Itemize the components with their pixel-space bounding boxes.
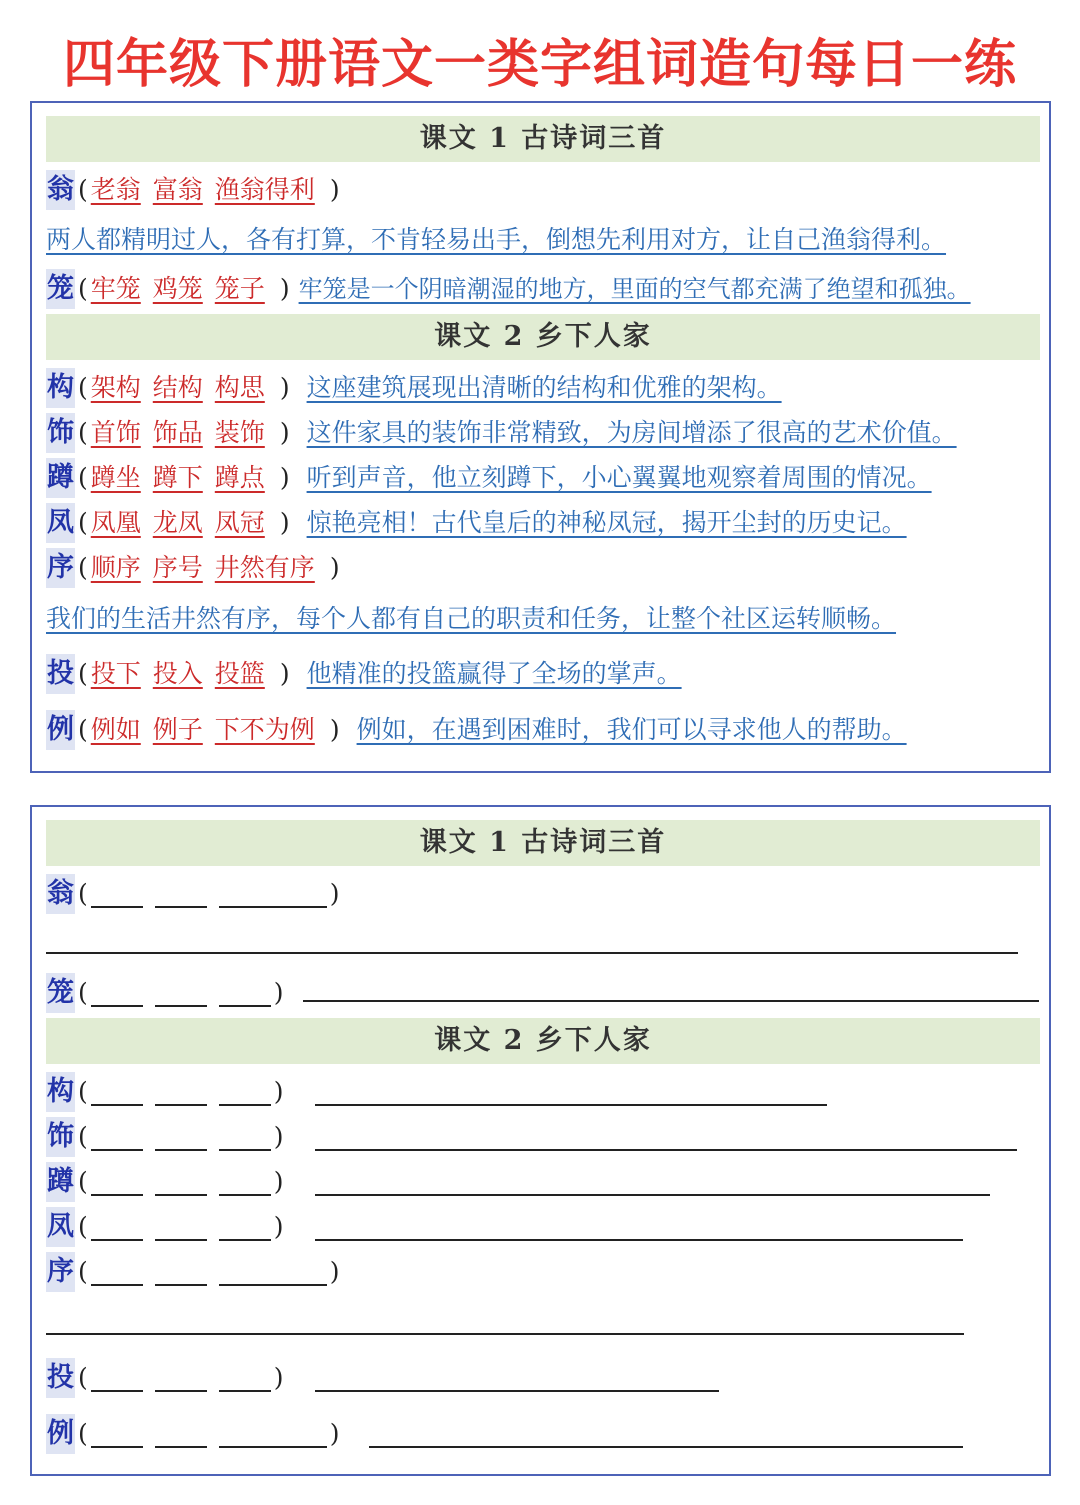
word: 渔翁得利 [214, 175, 315, 204]
blank-entry-feng [46, 1207, 287, 1247]
blank-entry-xu [46, 1252, 343, 1292]
paren-close: ) [279, 274, 290, 303]
word: 蹲点 [214, 463, 265, 492]
target-char: 蹲 [46, 458, 75, 498]
word-blank[interactable] [219, 1262, 327, 1286]
target-char: 凤 [46, 1207, 75, 1247]
word-blank[interactable] [219, 1082, 271, 1106]
paren-open: ( [78, 1122, 88, 1151]
word: 龙凤 [152, 508, 203, 537]
word: 饰品 [152, 418, 203, 447]
paren-open: ( [78, 659, 88, 688]
page-title: 四年级下册语文一类字组词造句每日一练 [62, 35, 1017, 95]
paren-open: ( [78, 1257, 88, 1286]
sentence-blank[interactable] [46, 952, 1018, 954]
entry-feng [46, 503, 907, 543]
entry-long [46, 269, 971, 309]
word-blank[interactable] [91, 983, 143, 1007]
word-blank[interactable] [91, 1172, 143, 1196]
word: 下不为例 [214, 715, 315, 744]
paren-close: ) [329, 879, 340, 908]
word-blank[interactable] [219, 1127, 271, 1151]
word: 装饰 [214, 418, 265, 447]
paren-close: ) [329, 175, 340, 204]
sentence: 他精准的投篮赢得了全场的掌声。 [306, 659, 682, 688]
paren-close: ) [329, 715, 340, 744]
word-blank[interactable] [155, 1262, 207, 1286]
target-char: 笼 [46, 973, 75, 1013]
word: 序号 [152, 553, 203, 582]
target-char: 例 [46, 1414, 75, 1454]
target-char: 饰 [46, 1117, 75, 1157]
sentence: 听到声音，他立刻蹲下，小心翼翼地观察着周围的情况。 [306, 463, 932, 492]
blank-entry-li [46, 1414, 343, 1454]
paren-open: ( [78, 1419, 88, 1448]
blank-entry-gou [46, 1072, 287, 1112]
word-blank[interactable] [155, 884, 207, 908]
word-blank[interactable] [155, 1127, 207, 1151]
sentence: 这座建筑展现出清晰的结构和优雅的架构。 [306, 373, 782, 402]
word: 投入 [152, 659, 203, 688]
target-char: 凤 [46, 503, 75, 543]
sentence-blank[interactable] [315, 1149, 1017, 1151]
word: 蹲下 [152, 463, 203, 492]
target-char: 构 [46, 368, 75, 408]
target-char: 饰 [46, 413, 75, 453]
word: 顺序 [90, 553, 141, 582]
sentence-blank[interactable] [303, 1000, 1039, 1002]
paren-open: ( [78, 553, 88, 582]
paren-open: ( [78, 373, 88, 402]
target-char: 笼 [46, 269, 75, 309]
target-char: 翁 [46, 874, 75, 914]
word-blank[interactable] [219, 884, 327, 908]
entry-gou [46, 368, 782, 408]
word-blank[interactable] [155, 1172, 207, 1196]
target-char: 投 [46, 1358, 75, 1398]
entry-weng [46, 170, 343, 210]
word: 首饰 [90, 418, 141, 447]
word-blank[interactable] [155, 1217, 207, 1241]
target-char: 投 [46, 654, 75, 694]
paren-open: ( [78, 879, 88, 908]
paren-close: ) [273, 1167, 284, 1196]
word-blank[interactable] [155, 1368, 207, 1392]
word-blank[interactable] [155, 1082, 207, 1106]
paren-open: ( [78, 1077, 88, 1106]
paren-close: ) [329, 1419, 340, 1448]
section-header: 课文 1 古诗词三首 [46, 116, 1040, 162]
blank-entry-long [46, 973, 287, 1013]
sentence: 牢笼是一个阴暗潮湿的地方，里面的空气都充满了绝望和孤独。 [298, 275, 971, 303]
word-blank[interactable] [219, 1424, 327, 1448]
sentence-blank[interactable] [369, 1446, 963, 1448]
entry-li [46, 710, 907, 750]
entry-shi [46, 413, 957, 453]
word-blank[interactable] [91, 884, 143, 908]
section-header: 课文 2 乡下人家 [46, 1018, 1040, 1064]
paren-open: ( [78, 1363, 88, 1392]
sentence-blank[interactable] [315, 1104, 827, 1106]
sentence-blank[interactable] [315, 1194, 990, 1196]
paren-open: ( [78, 1212, 88, 1241]
word-blank[interactable] [219, 1368, 271, 1392]
paren-open: ( [78, 175, 88, 204]
word: 凤冠 [214, 508, 265, 537]
entry-dun [46, 458, 932, 498]
paren-open: ( [78, 508, 88, 537]
word: 例子 [152, 715, 203, 744]
paren-open: ( [78, 978, 88, 1007]
paren-close: ) [273, 1363, 284, 1392]
answer-panel [30, 101, 1051, 773]
word-blank[interactable] [155, 983, 207, 1007]
word: 架构 [90, 373, 141, 402]
sentence-blank[interactable] [46, 1333, 964, 1335]
paren-close: ) [273, 978, 284, 1007]
word-blank[interactable] [219, 1172, 271, 1196]
word: 井然有序 [214, 553, 315, 582]
paren-close: ) [279, 463, 290, 492]
paren-open: ( [78, 274, 88, 303]
paren-close: ) [273, 1122, 284, 1151]
paren-close: ) [273, 1077, 284, 1106]
word: 老翁 [90, 175, 141, 204]
word-blank[interactable] [91, 1262, 143, 1286]
section-header: 课文 1 古诗词三首 [46, 820, 1040, 866]
target-char: 例 [46, 710, 75, 750]
word-blank[interactable] [91, 1127, 143, 1151]
practice-panel [30, 805, 1051, 1476]
paren-close: ) [329, 1257, 340, 1286]
word: 例如 [90, 715, 141, 744]
section-header: 课文 2 乡下人家 [46, 314, 1040, 360]
paren-close: ) [279, 373, 290, 402]
word-blank[interactable] [91, 1424, 143, 1448]
entry-xu [46, 548, 343, 588]
word: 结构 [152, 373, 203, 402]
word-blank[interactable] [219, 983, 271, 1007]
paren-open: ( [78, 715, 88, 744]
paren-open: ( [78, 463, 88, 492]
paren-close: ) [279, 508, 290, 537]
word: 构思 [214, 373, 265, 402]
paren-close: ) [273, 1212, 284, 1241]
paren-close: ) [279, 418, 290, 447]
word: 笼子 [214, 274, 265, 303]
word-blank[interactable] [91, 1368, 143, 1392]
word-blank[interactable] [219, 1217, 271, 1241]
blank-entry-tou [46, 1358, 287, 1398]
sentence-blank[interactable] [315, 1239, 963, 1241]
word-blank[interactable] [155, 1424, 207, 1448]
target-char: 翁 [46, 170, 75, 210]
target-char: 蹲 [46, 1162, 75, 1202]
entry-tou [46, 654, 682, 694]
word: 蹲坐 [90, 463, 141, 492]
paren-close: ) [279, 659, 290, 688]
word-blank[interactable] [91, 1082, 143, 1106]
sentence: 例如，在遇到困难时，我们可以寻求他人的帮助。 [356, 715, 907, 744]
sentence: 两人都精明过人，各有打算，不肯轻易出手，倒想先利用对方，让自己渔翁得利。 [46, 225, 947, 254]
target-char: 序 [46, 548, 75, 588]
target-char: 构 [46, 1072, 75, 1112]
sentence-blank[interactable] [315, 1390, 719, 1392]
paren-open: ( [78, 418, 88, 447]
word-blank[interactable] [91, 1217, 143, 1241]
sentence: 我们的生活井然有序，每个人都有自己的职责和任务，让整个社区运转顺畅。 [46, 604, 897, 633]
sentence: 这件家具的装饰非常精致，为房间增添了很高的艺术价值。 [306, 418, 957, 447]
word: 投下 [90, 659, 141, 688]
word: 富翁 [152, 175, 203, 204]
word: 投篮 [214, 659, 265, 688]
target-char: 序 [46, 1252, 75, 1292]
paren-close: ) [329, 553, 340, 582]
sentence: 惊艳亮相！古代皇后的神秘凤冠，揭开尘封的历史记。 [306, 508, 907, 537]
blank-entry-dun [46, 1162, 287, 1202]
blank-entry-weng [46, 874, 343, 914]
word: 鸡笼 [152, 274, 203, 303]
blank-entry-shi [46, 1117, 287, 1157]
word: 凤凰 [90, 508, 141, 537]
paren-open: ( [78, 1167, 88, 1196]
word: 牢笼 [90, 274, 141, 303]
